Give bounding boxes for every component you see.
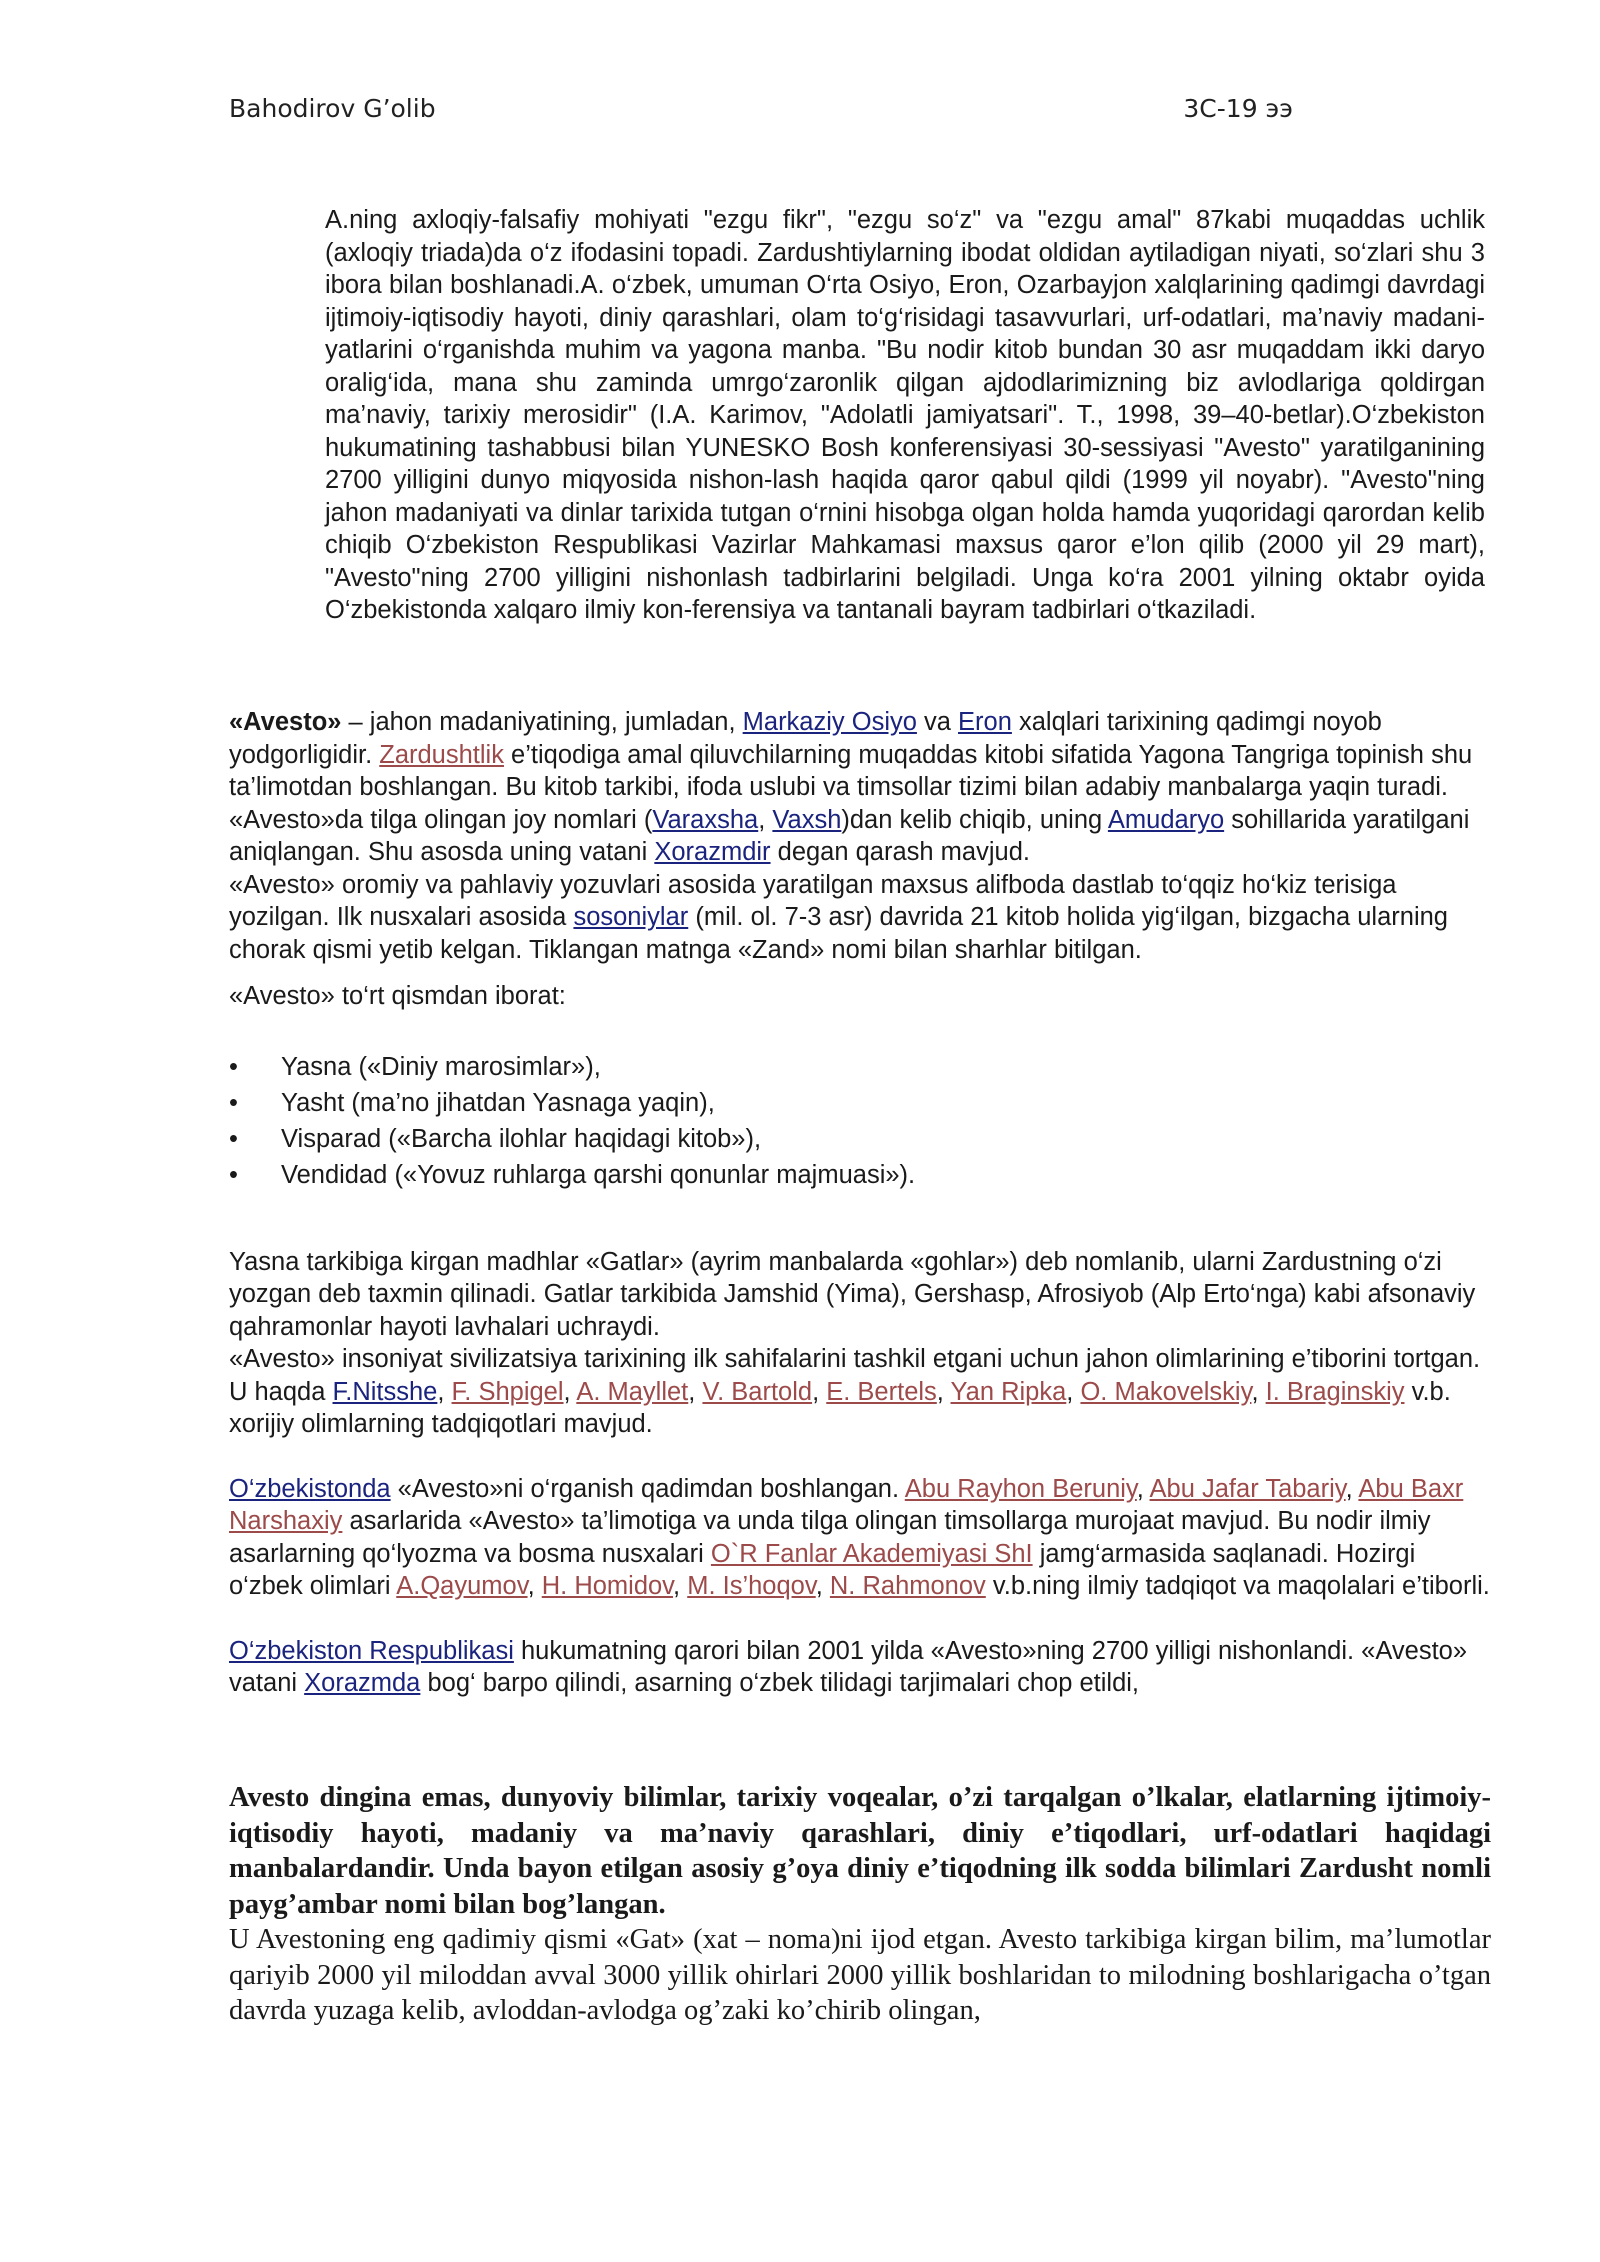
- link-ishoqov[interactable]: M. Is’hoqov: [687, 1572, 816, 1600]
- link-narshaxiy[interactable]: Abu Baxr Narshaxiy: [229, 1474, 1464, 1535]
- list-item: • Yasna («Diniy marosimlar»),: [229, 1049, 1491, 1085]
- link-sosoniylar[interactable]: sosoniylar: [573, 903, 689, 931]
- link-homidov[interactable]: H. Homidov: [541, 1572, 674, 1600]
- link-zardushtlik[interactable]: Zardushtlik: [379, 740, 504, 769]
- link-amudaryo[interactable]: Amudaryo: [1107, 805, 1225, 834]
- link-braginskiy[interactable]: I. Braginskiy: [1265, 1377, 1405, 1406]
- link-xorazmda[interactable]: Xorazmda: [304, 1669, 421, 1697]
- parts-list: [229, 1049, 1491, 1193]
- list-item: • Yasht (ma’no jihatdan Yasnaga yaqin),: [229, 1085, 1491, 1121]
- parts-intro: «Avesto» to‘rt qismdan iborat:: [229, 982, 566, 1010]
- link-vaxsh[interactable]: Vaxsh: [772, 805, 842, 834]
- link-bertels[interactable]: E. Bertels: [826, 1377, 937, 1406]
- link-markaziy-osiyo[interactable]: Markaziy Osiyo: [742, 708, 917, 736]
- link-varaxsha[interactable]: Varaxsha: [652, 805, 759, 834]
- avesto-term: «Avesto»: [229, 708, 342, 736]
- link-bartold[interactable]: V. Bartold: [702, 1377, 813, 1406]
- link-nitsshe[interactable]: F.Nitsshe: [332, 1377, 438, 1406]
- last-paragraph: U Avestoning eng qadimiy qismi «Gat» (xat – noma)ni ijod etgan. Avesto tarkibiga kirgan bilim, ma’lumotlar qariyib 2000 yil miloddan avval 3000 yillik ohirlari 2000 yillik boshlaridan to milodning boshlarigacha o’tgan davrda yuzaga kelib, avloddan-avlodga og’zaki ko’chirib olingan,: [229, 1924, 1491, 2026]
- link-ripka[interactable]: Yan Ripka: [950, 1377, 1067, 1406]
- link-qayumov[interactable]: A.Qayumov: [396, 1572, 528, 1600]
- bold-paragraph: Avesto dingina emas, dunyoviy bilimlar, tarixiy voqealar, o’zi tarqalgan o’lkalar, elatlarning ijtimoiy-iqtisodiy hayoti, madaniy va ma’naviy qarashlari, diniy e’tiqodlari, urf-odatlari haqidagi manbalardandir. Unda bayon etilgan asosiy g’oya diniy e’tiqodning ilk sodda bilimlari Zardusht nomli payg’ambar nomi bilan bog’langan.: [229, 1782, 1491, 1920]
- link-ozbekiston-respublikasi[interactable]: O‘zbekiston Respublikasi: [229, 1636, 514, 1665]
- bullet-icon: •: [229, 1160, 238, 1189]
- link-eron[interactable]: Eron: [958, 708, 1012, 736]
- link-beruniy[interactable]: Abu Rayhon Beruniy: [904, 1474, 1137, 1503]
- scholars-paragraph: «Avesto» insoniyat sivilizatsiya tarixining ilk sahifalarini tashkil etgani uchun jahon olimlarining e’tiborini tortgan. U haqda F.Nitsshe, F. Shpigel, A. Mayllet, V. Bartold, E. Bertels, Yan Ripka, O. Makovelskiy, I. Braginskiy v.b. xorijiy olimlarning tadqiqotlari mavjud.: [229, 1345, 1481, 1438]
- link-rahmonov[interactable]: N. Rahmonov: [829, 1572, 986, 1600]
- bullet-icon: •: [229, 1088, 238, 1117]
- header-group: 3C-19 ээ: [1183, 94, 1293, 123]
- header-author: Bahodirov G’olib: [229, 94, 436, 123]
- avesto-writing-paragraph: «Avesto» oromiy va pahlaviy yozuvlari asosida yaratilgan maxsus alifboda dastlab to‘qqiz ho‘kiz terisiga yozilgan. Ilk nusxalari asosida sosoniylar (mil. ol. 7-3 asr) davrida 21 kitob holida yig‘ilgan, bizgacha ularning chorak qismi yetib kelgan. Tiklangan matnga «Zand» nomi bilan sharhlar bitilgan.: [229, 870, 1448, 964]
- link-ozbekistonda[interactable]: O‘zbekistonda: [229, 1474, 391, 1503]
- anniversary-paragraph: O‘zbekiston Respublikasi hukumatning qarori bilan 2001 yilda «Avesto»ning 2700 yilligi nishonlandi. «Avesto» vatani Xorazmda bog‘ barpo qilindi, asarning o‘zbek tilidagi tarjimalari chop etildi,: [229, 1636, 1468, 1697]
- link-makovelskiy[interactable]: O. Makovelskiy: [1080, 1377, 1252, 1406]
- link-akademiya[interactable]: O`R Fanlar Akademiyasi ShI: [710, 1539, 1033, 1568]
- serif-section: [229, 1780, 1491, 2029]
- avesto-article: [229, 706, 1491, 1700]
- gatlar-paragraph: Yasna tarkibiga kirgan madhlar «Gatlar» (ayrim manbalarda «gohlar») deb nomlanib, ularni Zardustning o‘zi yozgan deb taxmin qilinadi. Gatlar tarkibida Jamshid (Yima), Gershasp, Afrosiyob (Alp Erto‘nga) kabi afsonaviy qahramonlar hayoti lavhalari uchraydi.: [229, 1247, 1476, 1341]
- page-header: [229, 94, 1293, 134]
- link-xorazmdir[interactable]: Xorazmdir: [654, 838, 771, 866]
- link-mayllet[interactable]: A. Mayllet: [576, 1377, 689, 1406]
- uzbekistan-study-paragraph: O‘zbekistonda «Avesto»ni o‘rganish qadimdan boshlangan. Abu Rayhon Beruniy, Abu Jafar Tabariy, Abu Baxr Narshaxiy asarlarida «Avesto» ta’limotiga va unda tilga olingan timsollarga murojaat mavjud. Bu nodir ilmiy asarlarning qo‘lyozma va bosma nusxalari O`R Fanlar Akademiyasi ShI jamg‘armasida saqlanadi. Hozirgi o‘zbek olimlari A.Qayumov, H. Homidov, M. Is’hoqov, N. Rahmonov v.b.ning ilmiy tadqiqot va maqolalari e’tiborli.: [229, 1474, 1490, 1600]
- bullet-icon: •: [229, 1052, 238, 1081]
- list-item: • Visparad («Barcha ilohlar haqidagi kitob»),: [229, 1121, 1491, 1157]
- avesto-definition-paragraph: «Avesto» – jahon madaniyatining, jumladan, Markaziy Osiyo va Eron xalqlari tarixining qadimgi noyob yodgorligidir. Zardushtlik e’tiqodiga amal qiluvchilarning muqaddas kitobi sifatida Yagona Tangriga topinish shu ta’limotdan boshlangan. Bu kitob tarkibi, ifoda uslubi va timsollar tizimi bilan adabiy manbalarga yaqin turadi. «Avesto»da tilga olingan joy nomlari (Varaxsha, Vaxsh)dan kelib chiqib, uning Amudaryo sohillarida yaratilgani aniqlangan. Shu asosda uning vatani Xorazmdir degan qarash mavjud.: [229, 708, 1473, 866]
- link-tabariy[interactable]: Abu Jafar Tabariy: [1149, 1474, 1346, 1503]
- link-shpigel[interactable]: F. Shpigel: [451, 1377, 564, 1406]
- list-item: • Vendidad («Yovuz ruhlarga qarshi qonunlar majmuasi»).: [229, 1157, 1491, 1193]
- bullet-icon: •: [229, 1124, 238, 1153]
- intro-paragraph: A.ning axloqiy-falsafiy mohiyati "ezgu fikr", "ezgu so‘z" va "ezgu amal" 87kabi muqaddas uchlik (axloqiy triada)da o‘z ifodasini topadi. Zardushtiylarning ibodat oldidan aytiladigan niyati, so‘zlari shu 3 ibora bilan boshlanadi.A. o‘zbek, umuman O‘rta Osiyo, Eron, Ozarbayjon xalqlarining qadimgi davrdagi ijtimoiy-iqtisodiy hayoti, diniy qarashlari, olam to‘g‘risidagi tasavvurlari, urf-odatlari, ma’naviy madani-yatlarini o‘rganishda muhim va yagona manba. "Bu nodir kitob bundan 30 asr muqaddam ikki daryo oralig‘ida, mana shu zaminda umrgo‘zaronlik qilgan ajdodlarimizning biz avlodlariga qoldirgan ma’naviy, tarixiy merosidir" (I.A. Karimov, "Adolatli jamiyatsari". T., 1998, 39–40-betlar).O‘zbekiston hukumatining tashabbusi bilan YUNESKO Bosh konferensiyasi 30-sessiyasi "Avesto" yaratilganining 2700 yilligini dunyo miqyosida nishon-lash haqida qaror qabul qildi (1999 yil noyabr). "Avesto"ning jahon madaniyati va dinlar tarixida tutgan o‘rnini hisobga olgan holda hamda yuqoridagi qarordan kelib chiqib O‘zbekiston Respublikasi Vazirlar Mahkamasi maxsus qaror e’lon qilib (2000 yil 29 mart), "Avesto"ning 2700 yilligini nishonlash tadbirlarini belgiladi. Unga ko‘ra 2001 yilning oktabr oyida O‘zbekistonda xalqaro ilmiy kon-ferensiya va tantanali bayram tadbirlari o‘tkaziladi.: [325, 206, 1485, 624]
